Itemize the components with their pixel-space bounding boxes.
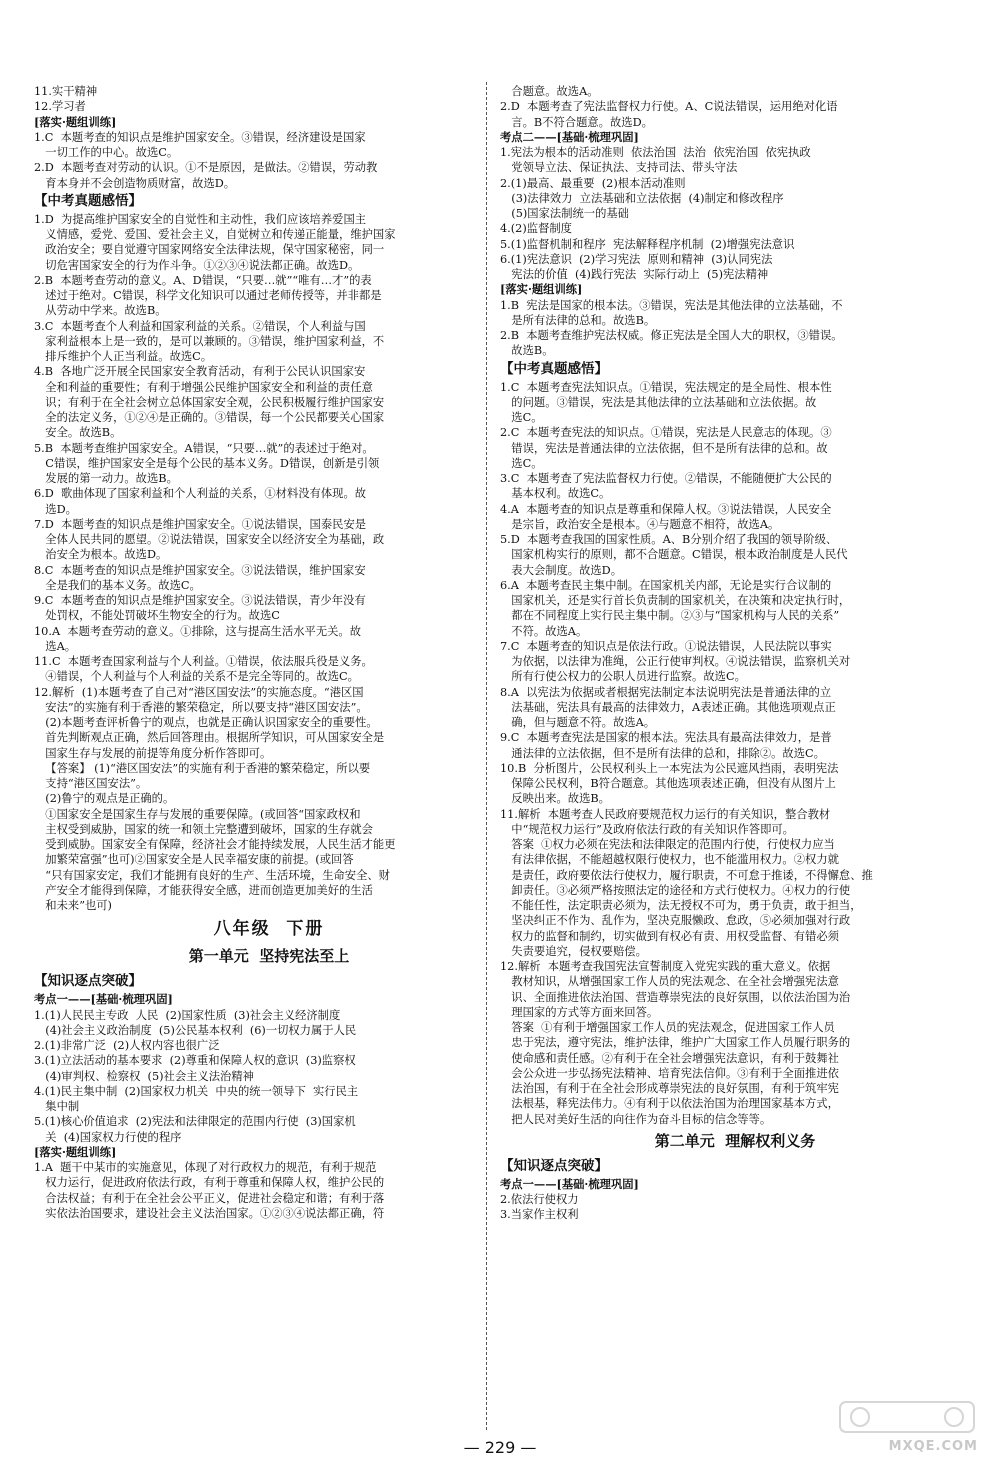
left-line: [落实·题组训练] xyxy=(34,1144,117,1159)
left-line: 从劳动中学来。故选B。 xyxy=(45,304,167,318)
right-line: 11.解析 本题考查人民政府要规范权力运行的有关知识，整合教材 xyxy=(500,807,831,821)
right-line: 7.C 本题考查的知识点是依法行政。①说法错误，人民法院以事实 xyxy=(500,639,832,653)
right-line: 2.(1)最高、最重要 (2)根本活动准则 xyxy=(500,176,686,190)
left-line: 7.D 本题考查的知识点是维护国家安全。①说法错误，国泰民安是 xyxy=(34,517,367,531)
right-line: 失责要追究，侵权要赔偿。 xyxy=(511,944,647,958)
right-line: [落实·题组训练] xyxy=(500,282,583,297)
right-line: 【中考真题感悟】 xyxy=(500,360,608,377)
right-line: 合题意。故选A。 xyxy=(511,85,599,98)
left-line: 义情感，爱党、爱国、爱社会主义，自觉树立和传递正能量，维护国家 xyxy=(45,228,396,241)
left-line: 政治安全；要自觉遵守国家网络安全法律法规，保守国家秘密，同一 xyxy=(45,243,385,257)
right-line: 党领导立法、保证执法、支持司法、带头守法 xyxy=(511,161,738,175)
right-line: 选C。 xyxy=(511,456,543,470)
left-line: 10.A 本题考查劳动的意义。①排除，这与提高生活水平无关。故 xyxy=(34,624,362,638)
left-line: 发展的第一动力。故选B。 xyxy=(45,472,178,485)
right-line: 中“规范权力运行”及政府依法行政的有关知识作答即可。 xyxy=(511,822,794,836)
right-line: 法基础，宪法具有最高的法律效力，A表述正确。其他选项观点正 xyxy=(511,700,836,714)
left-line: 9.C 本题考查的知识点是维护国家安全。③说法错误，青少年没有 xyxy=(34,594,366,607)
right-line: 卸责任。③必须严格按照法定的途径和方式行使权力。④权力的行使 xyxy=(511,883,851,897)
left-line: 合法权益；有利于在全社会公平正义，促进社会稳定和谐；有利于落 xyxy=(45,1191,385,1205)
left-line: 5.B 本题考查维护国家安全。A错误，“只要…就”的表述过于绝对。 xyxy=(34,441,374,455)
right-line: 不符。故选A。 xyxy=(511,624,588,638)
left-line: 考点一——[基础·梳理巩固] xyxy=(34,992,173,1007)
left-line: 11.实干精神 xyxy=(34,85,98,98)
right-line: 坚决纠正不作为、乱作为，坚决克服懒政、怠政，⑤必须加强对行政 xyxy=(511,914,851,928)
right-line: 有法律依据，不能超越权限行使权力，也不能滥用权力。②权力就 xyxy=(511,853,839,867)
left-line: 国家生存与发展的前提等角度分析作答即可。 xyxy=(45,746,272,760)
left-line: 排斥维护个人正当利益。故选C。 xyxy=(45,350,213,363)
right-line: 【知识逐点突破】 xyxy=(500,1157,608,1174)
left-line: 实依法治国要求，建设社会主义法治国家。①②③④说法都正确，符 xyxy=(45,1206,385,1220)
left-line: 11.C 本题考查国家利益与个人利益。①错误，依法服兵役是义务。 xyxy=(34,655,373,668)
right-line: 3.当家作主权利 xyxy=(500,1208,579,1222)
left-line: 【中考真题感悟】 xyxy=(34,192,142,209)
left-line: 集中制 xyxy=(45,1100,80,1113)
left-line: ④错误，个人利益与个人利益的关系不是完全等同的。故选C。 xyxy=(45,670,359,684)
right-column xyxy=(500,84,970,1223)
right-line: 4.A 本题考查的知识点是尊重和保障人权。③说法错误，人民安全 xyxy=(500,502,832,516)
right-line: 表大会制度。故选D。 xyxy=(511,563,623,577)
left-line: 5.(1)核心价值追求 (2)宪法和法律限定的范围内行使 (3)国家机 xyxy=(34,1115,356,1129)
right-line: 1.C 本题考查宪法知识点。①错误，宪法规定的是全局性、根本性 xyxy=(500,380,832,394)
right-line: 忠于宪法，遵守宪法，维护法律，维护广大国家工作人员履行职务的 xyxy=(511,1036,851,1050)
left-line: 12.解析 (1)本题考查了自己对“港区国安法”的实施态度。“港区国 xyxy=(34,685,364,699)
right-line: 宪法的价值 (4)践行宪法 实际行动上 (5)宪法精神 xyxy=(511,268,769,281)
left-line: 受到威胁。国家安全有保障，经济社会才能持续发展，人民生活才能更 xyxy=(45,838,396,851)
left-line: (4)社会主义政治制度 (5)公民基本权利 (6)一切权力属于人民 xyxy=(45,1023,357,1037)
right-line: 识、全面推进依法治国、营造尊崇宪法的良好氛围，以依法治国为治 xyxy=(511,990,851,1004)
left-line: (4)审判权、检察权 (5)社会主义法治精神 xyxy=(45,1069,254,1083)
right-line: 2.C 本题考查宪法的知识点。①错误，宪法是人民意志的体现。③ xyxy=(500,426,832,440)
right-line: 基本权利。故选C。 xyxy=(511,487,611,501)
right-line: 1.B 宪法是国家的根本法。③错误，宪法是其他法律的立法基础，不 xyxy=(500,298,843,312)
right-line: 5.D 本题考查我国的国家性质。A、B分别介绍了我国的领导阶级、 xyxy=(500,533,838,546)
right-line: 是所有法律的总和。故选B。 xyxy=(511,313,656,327)
left-line: 2.D 本题考查对劳动的认识。①不是原因，是做法。②错误，劳动教 xyxy=(34,161,378,175)
left-line: 1.A 题干中某市的实施意见，体现了对行政权力的规范，有利于规范 xyxy=(34,1161,377,1174)
left-line: 安法”的实施有利于香港的繁荣稳定，所以要支持“港区国安法”。 xyxy=(45,700,368,714)
left-line: 安全。故选B。 xyxy=(45,426,122,440)
left-line: (2)本题考查评析鲁宁的观点，也就是正确认识国家安全的重要性。 xyxy=(45,716,378,729)
column-divider xyxy=(486,82,487,1430)
left-line: 加繁荣富强”也可)②国家安全是人民幸福安康的前提。(或回答 xyxy=(45,853,354,867)
right-line: 理国家的方式等方面来回答。 xyxy=(511,1005,659,1019)
left-line: 识；有利于在全社会树立总体国家安全观，公民积极履行维护国家安 xyxy=(45,395,385,409)
right-line: 是宗旨，政治安全是根本。④与题意不相符，故选A。 xyxy=(511,517,780,531)
right-line: 不能任性，法定职责必须为，法无授权不可为，勇于负责，敢于担当， xyxy=(511,899,862,912)
right-line: 言。B不符合题意。故选D。 xyxy=(511,115,653,129)
left-line: “只有国家安定，我们才能拥有良好的生产、生活环境，生命安全、财 xyxy=(45,868,390,882)
left-line: 权力运行，促进政府依法行政，有利于尊重和保障人权，维护公民的 xyxy=(45,1176,385,1190)
left-line: 【知识逐点突破】 xyxy=(34,973,142,990)
left-line: 12.学习者 xyxy=(34,100,86,114)
right-line: 权力的监督和制约，切实做到有权必有责、用权受监督、有错必须 xyxy=(511,929,839,943)
left-line: 家利益根本上是一致的，是可以兼顾的。③错误，维护国家利益，不 xyxy=(45,334,385,348)
left-line: [落实·题组训练] xyxy=(34,114,117,129)
left-line: 首先判断观点正确，然后回答理由。根据所学知识，可从国家安全是 xyxy=(45,731,385,745)
right-line: 国家机关，还是实行首长负责制的国家机关，在决策和决定执行时， xyxy=(511,594,851,607)
left-line: 全和利益的重要性；有利于增强公民维护国家安全和利益的责任意 xyxy=(45,380,373,394)
right-line: 3.C 本题考查了宪法监督权力行使。②错误，不能随便扩大公民的 xyxy=(500,472,832,485)
left-line: 一切工作的中心。故选C。 xyxy=(45,146,179,159)
right-line: 确，但与题意不符。故选A。 xyxy=(511,716,656,729)
left-line: 2.(1)非常广泛 (2)人权内容也很广泛 xyxy=(34,1039,220,1052)
right-line: 是责任，政府要依法行使权力，履行职责，不可怠于推诿，不得懈怠、推 xyxy=(511,868,873,882)
left-line: 选D。 xyxy=(45,502,77,516)
right-line: 答案 ①权力必须在宪法和法律限定的范围内行使，行使权力应当 xyxy=(511,838,835,851)
left-line: 八年级 下册 xyxy=(213,919,325,940)
left-line: 育本身并不会创造物质财富，故选D。 xyxy=(45,176,236,190)
left-line: 1.D 为提高维护国家安全的自觉性和主动性，我们应该培养爱国主 xyxy=(34,212,367,226)
right-line: 教材知识，从增强国家工作人员的宪法观念、在全社会增强宪法意 xyxy=(511,975,839,989)
left-line: 第一单元 坚持宪法至上 xyxy=(188,947,350,966)
right-line: 国家机构实行的原则，都不合题意。C错误，根本政治制度是人民代 xyxy=(511,548,848,562)
left-column xyxy=(34,84,504,1221)
left-line: 6.D 歌曲体现了国家利益和个人利益的关系，①材料没有体现。故 xyxy=(34,487,367,501)
left-line: 3.C 本题考查个人利益和国家利益的关系。②错误，个人利益与国 xyxy=(34,319,366,333)
right-line: (5)国家法制统一的基础 xyxy=(511,207,629,220)
left-line: 和未来”也可) xyxy=(45,899,112,912)
left-line: 全的法定义务，①②④是正确的。③错误，每一个公民都要关心国家 xyxy=(45,411,385,424)
left-line: 4.(1)民主集中制 (2)国家权力机关 中央的统一领导下 实行民主 xyxy=(34,1084,359,1098)
left-line: 3.(1)立法活动的基本要求 (2)尊重和保障人权的意识 (3)监察权 xyxy=(34,1054,356,1068)
page-number: — 229 — xyxy=(463,1438,537,1457)
right-line: 所有行使公权力的公职人员进行监察。故选C。 xyxy=(511,670,746,684)
right-line: 9.C 本题考查宪法是国家的根本法。宪法具有最高法律效力，是普 xyxy=(500,731,832,745)
left-line: 述过于绝对。C错误，科学文化知识可以通过老师传授等，并非都是 xyxy=(45,289,382,302)
right-line: 答案 ①有利于增强国家工作人员的宪法观念，促进国家工作人员 xyxy=(511,1021,835,1034)
left-line: 切危害国家安全的行为作斗争。①②③④说法都正确。故选D。 xyxy=(45,258,360,272)
right-line: 2.D 本题考查了宪法监督权力行使。A、C说法错误，运用绝对化语 xyxy=(500,100,838,114)
right-line: 考点二——[基础·梳理巩固] xyxy=(500,129,639,144)
right-line: 6.A 本题考查民主集中制。在国家机关内部，无论是实行合议制的 xyxy=(500,578,832,592)
right-line: 10.B 分析图片，公民权利头上一本宪法为公民遮风挡雨，表明宪法 xyxy=(500,761,839,775)
right-line: 2.B 本题考查维护宪法权威。修正宪法是全国人大的职权，③错误。 xyxy=(500,329,843,342)
left-line: 8.C 本题考查的知识点是维护国家安全。③说法错误，维护国家安 xyxy=(34,563,366,577)
right-line: 反映出来。故选B。 xyxy=(511,792,610,806)
right-line: 为依据，以法律为准绳，公正行使审判权。④说法错误，监察机关对 xyxy=(511,655,851,668)
right-line: 会公众进一步弘扬宪法精神、培育宪法信仰。③有利于全面推进依 xyxy=(511,1066,839,1080)
right-line: 第二单元 理解权利义务 xyxy=(654,1131,816,1150)
right-line: 选C。 xyxy=(511,411,543,424)
right-line: 使命感和责任感。②有利于在全社会增强宪法意识，有利于鼓舞社 xyxy=(511,1051,839,1065)
watermark-text: MXQE.COM xyxy=(888,1439,978,1454)
left-line: 选A。 xyxy=(45,639,77,653)
left-line: 全体人民共同的愿望。②说法错误，国家安全以经济安全为基础，政 xyxy=(45,533,385,546)
left-line: 1.(1)人民民主专政 人民 (2)国家性质 (3)社会主义经济制度 xyxy=(34,1008,341,1022)
right-line: 12.解析 本题考查我国宪法宣誓制度入党宪实践的重大意义。依据 xyxy=(500,960,831,973)
left-line: 2.B 本题考查劳动的意义。A、D错误，“只要…就”“唯有…才”的表 xyxy=(34,273,372,287)
right-line: 法根基，释宪法伟力。④有利于以依法治国为治理国家基本方式， xyxy=(511,1097,839,1111)
right-line: 1.宪法为根本的活动准则 依法治国 法治 依宪治国 依宪执政 xyxy=(500,146,811,159)
right-line: 6.(1)宪法意识 (2)学习宪法 原则和精神 (3)认同宪法 xyxy=(500,252,773,266)
left-line: (2)鲁宁的观点是正确的。 xyxy=(45,792,175,806)
right-line: 通法律的立法依据，但不是所有法律的总和，排除②。故选C。 xyxy=(511,746,825,760)
left-line: 关 (4)国家权力行使的程序 xyxy=(45,1130,182,1144)
left-line: 处罚权，不能处罚破坏生物安全的行为。故选C xyxy=(45,609,280,623)
right-line: 保障公民权利，B符合题意。其他选项表述正确，但没有从图片上 xyxy=(511,777,836,790)
right-line: 把人民对美好生活的向往作为奋斗目标的信念等等。 xyxy=(511,1112,772,1126)
right-line: 都在不同程度上实行民主集中制。②③与“国家机构与人民的关系” xyxy=(511,609,840,623)
left-line: 全是我们的基本义务。故选C。 xyxy=(45,578,201,592)
left-line: C错误，维护国家安全是每个公民的基本义务。D错误，创新是引领 xyxy=(45,456,380,470)
right-line: 考点一——[基础·梳理巩固] xyxy=(500,1176,639,1191)
left-line: 主权受到威胁，国家的统一和领土完整遭到破坏，国家的生存就会 xyxy=(45,822,373,836)
left-line: 治安全为根本。故选D。 xyxy=(45,548,168,562)
right-line: 2.依法行使权力 xyxy=(500,1193,579,1206)
left-line: 1.C 本题考查的知识点是维护国家安全。③错误，经济建设是国家 xyxy=(34,130,366,144)
right-line: 法治国，有利于在全社会形成尊崇宪法的良好氛围，有利于筑牢宪 xyxy=(511,1082,839,1095)
left-line: 产安全才能得到保障，才能获得安全感，进而创造更加美好的生活 xyxy=(45,883,373,897)
left-line: 【答案】 (1)“港区国安法”的实施有利于香港的繁荣稳定，所以要 xyxy=(45,761,371,775)
left-line: 支持“港区国安法”。 xyxy=(45,777,148,790)
right-line: 错误，宪法是普通法律的立法依据，但不是所有法律的总和。故 xyxy=(511,441,828,455)
right-line: 5.(1)监督机制和程序 宪法解释程序机制 (2)增强宪法意识 xyxy=(500,237,795,251)
right-line: 故选B。 xyxy=(511,344,554,358)
right-line: (3)法律效力 立法基础和立法依据 (4)制定和修改程序 xyxy=(511,191,784,205)
right-line: 8.A 以宪法为依据或者根据宪法制定本法说明宪法是普通法律的立 xyxy=(500,685,832,699)
right-line: 的问题。③错误，宪法是其他法律的立法基础和立法依据。故 xyxy=(511,395,817,409)
left-line: ①国家安全是国家生存与发展的重要保障。(或回答“国家政权和 xyxy=(45,807,361,821)
left-line: 4.B 各地广泛开展全民国家安全教育活动，有利于公民认识国家安 xyxy=(34,365,366,379)
right-line: 4.(2)监督制度 xyxy=(500,222,572,236)
